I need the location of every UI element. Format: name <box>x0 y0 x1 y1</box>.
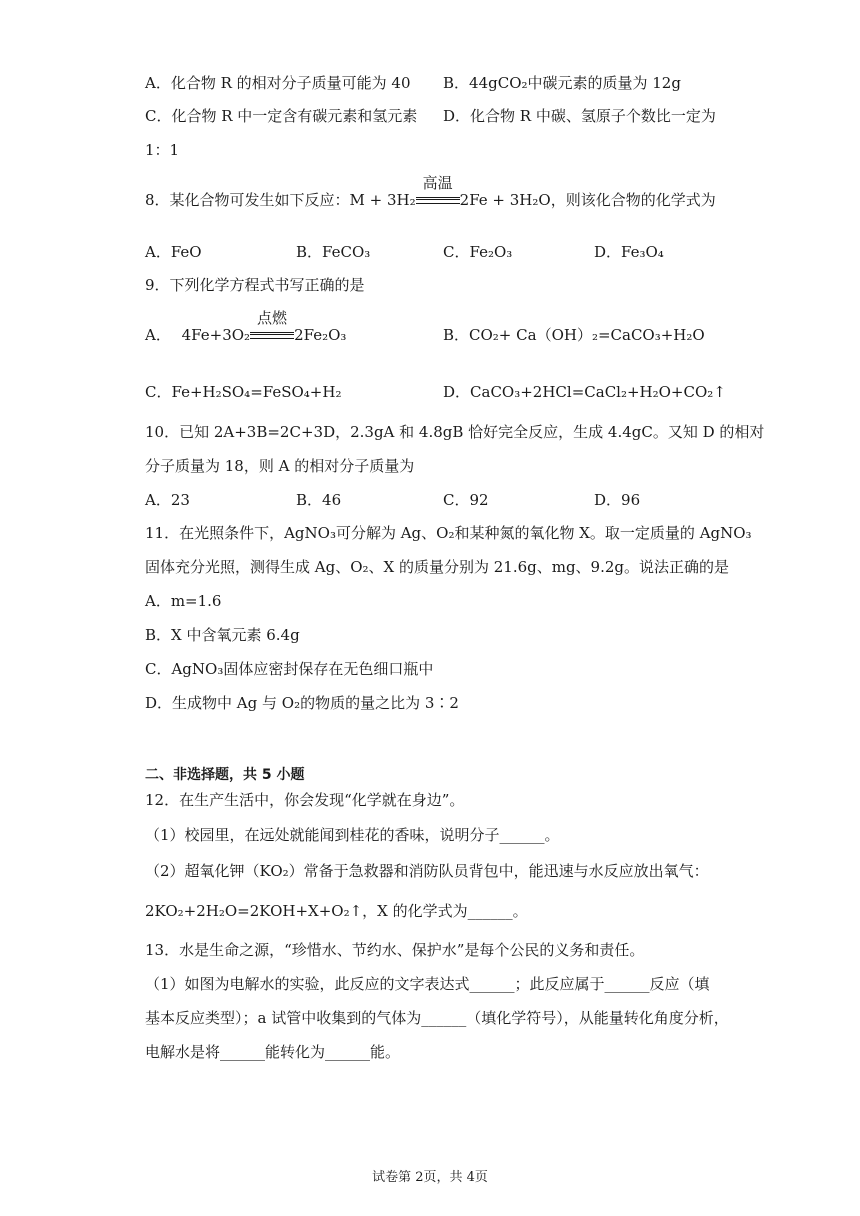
q9-option-a-left: 4Fe+3O₂ <box>181 326 251 344</box>
q8-condition: 高温 <box>422 174 453 192</box>
q13-part1-line3: 电解水是将______能转化为______能。 <box>145 1043 401 1061</box>
q7-option-b: B．44gCO₂中碳元素的质量为 12g <box>443 74 681 92</box>
q13-part1-line2: 基本反应类型）；a 试管中收集到的气体为______（填化学符号），从能量转化角度分析， <box>145 1009 729 1027</box>
q12-part2: （2）超氧化钾（KO₂）常备于急救器和消防队员背包中，能迅速与水反应放出氧气： <box>145 862 709 880</box>
q12-part2-equation: 2KO₂+2H₂O=2KOH+X+O₂↑，X 的化学式为______。 <box>145 902 528 920</box>
q7-option-a: A．化合物 R 的相对分子质量可能为 40 <box>145 74 411 92</box>
q8-stem-post: 2Fe + 3H₂O，则该化合物的化学式为 <box>459 191 716 209</box>
q8-stem-pre: 8．某化合物可发生如下反应：M + 3H₂ <box>145 191 416 209</box>
q9-option-b: B．CO₂+ Ca（OH）₂=CaCO₃+H₂O <box>443 326 705 344</box>
q9-option-d: D．CaCO₃+2HCl=CaCl₂+H₂O+CO₂↑ <box>443 383 726 401</box>
q7-option-c: C．化合物 R 中一定含有碳元素和氢元素 <box>145 107 418 125</box>
page-footer: 试卷第 2页，共 4页 <box>372 1170 488 1185</box>
q10-option-d: D．96 <box>594 491 641 509</box>
q11-option-b: B．X 中含氧元素 6.4g <box>145 626 300 644</box>
reaction-condition-equals-sign <box>416 174 460 211</box>
q7-option-d: D．化合物 R 中碳、氢原子个数比一定为 <box>443 107 716 125</box>
q9-option-a <box>145 309 347 346</box>
q10-option-a: A．23 <box>145 491 190 509</box>
q8-option-b: B．FeCO₃ <box>296 243 371 261</box>
q11-option-a: A．m=1.6 <box>145 592 222 610</box>
section-title: 二、非选择题，共 5 小题 <box>145 767 305 783</box>
q9-option-a-label: A． <box>145 326 171 344</box>
q12-stem: 12．在生产生活中，你会发现“化学就在身边”。 <box>145 791 465 809</box>
q9-stem: 9．下列化学方程式书写正确的是 <box>145 276 365 294</box>
q8-stem <box>145 174 716 211</box>
q10-option-c: C．92 <box>443 491 489 509</box>
q12-part1: （1）校园里，在远处就能闻到桂花的香味，说明分子______。 <box>145 826 560 844</box>
q11-option-c: C．AgNO₃固体应密封保存在无色细口瓶中 <box>145 660 434 678</box>
q8-option-a: A．FeO <box>145 243 202 261</box>
q11-stem-line2: 固体充分光照，测得生成 Ag、O₂、X 的质量分别为 21.6g、mg、9.2g。说法正确的是 <box>145 558 730 576</box>
q13-stem: 13．水是生命之源，“珍惜水、节约水、保护水”是每个公民的义务和责任。 <box>145 941 645 959</box>
q13-part1-line1: （1）如图为电解水的实验，此反应的文字表达式______；此反应属于______反应（填 <box>145 975 710 993</box>
q10-stem-line2: 分子质量为 18，则 A 的相对分子质量为 <box>145 457 415 475</box>
q9-option-a-right: 2Fe₂O₃ <box>294 326 347 344</box>
q9-option-c: C．Fe+H₂SO₄=FeSO₄+H₂ <box>145 383 342 401</box>
q8-option-d: D．Fe₃O₄ <box>594 243 664 261</box>
q10-option-b: B．46 <box>296 491 342 509</box>
q11-stem-line1: 11．在光照条件下，AgNO₃可分解为 Ag、O₂和某种氮的氧化物 X。取一定质量的 AgNO₃ <box>145 524 752 542</box>
q7-option-d-continued: 1：1 <box>145 141 180 159</box>
q10-stem-line1: 10．已知 2A+3B=2C+3D，2.3gA 和 4.8gB 恰好完全反应，生成 4.4gC。又知 D 的相对 <box>145 423 765 441</box>
q8-option-c: C．Fe₂O₃ <box>443 243 513 261</box>
q9-option-a-condition: 点燃 <box>257 309 288 327</box>
reaction-condition-equals-sign <box>250 309 294 346</box>
q11-option-d: D．生成物中 Ag 与 O₂的物质的量之比为 3∶2 <box>145 694 459 712</box>
